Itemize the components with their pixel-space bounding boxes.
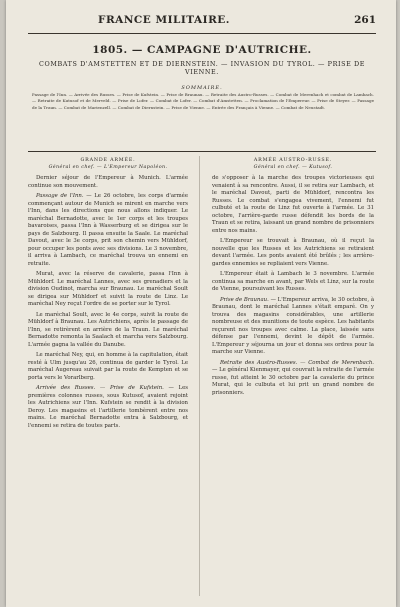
right-paragraph bbox=[212, 238, 374, 268]
left-side-heading: Arrivée des Russes. — Prise de Kufstein. bbox=[36, 385, 164, 391]
left-column-commander: Général en chef. — L'Empereur Napoléon. bbox=[48, 164, 168, 170]
right-paragraph-text: L'Empereur était à Lambach le 3 novembre. L'armée continua sa marche en avant, par Wels et Linz, sur la route de Vienne, poursuivant les Russes. bbox=[212, 271, 374, 292]
left-paragraph bbox=[28, 193, 188, 268]
left-paragraph bbox=[28, 385, 188, 430]
left-paragraph-text: — Le 26 octobre, les corps d'armée commençant autour de Munich se mirent en marche vers l'Inn, dans les directions que nous allons indiquer. Le maréchal Bernadotte, avec le 1er corps et les troupes bavaroises, passa l'Inn à Wasserburg et se dirigea sur le pays de Salzbourg. Il passa ensuite la Saale. Le maréchal Davout, avec le 3e corps, prit son chemin vers Mühldorf, pour occuper les ponts avec ses divisions. Le 3 novembre, il arriva à Lambach, ce maréchal trouva un ennemi en retraite. bbox=[28, 193, 188, 267]
right-paragraph bbox=[212, 360, 374, 398]
left-column-army: GRANDE ARMÉE. bbox=[80, 158, 136, 163]
right-column-header bbox=[212, 158, 374, 171]
running-title: FRANCE MILITAIRE. bbox=[98, 14, 230, 26]
left-paragraph-text: — Les premières colonnes russes, sous Kutusof, avaient rejoint les Autrichiens sur l'Inn. Kufstein se rendit à la division Deroy. Les magasins et l'artillerie tombèrent entre nos mains. Le maréchal Bernadotte entra à Salzbourg, et l'ennemi se retira de toutes parts. bbox=[28, 385, 189, 429]
left-paragraph-text: Le maréchal Soult, avec le 4e corps, suivit la route de Mühldorf à Braunau. Les Autrichiens, après le passage de l'Inn, se retirèrent en arrière de la Traun. Le maréchal Bernadotte remonta la Saalach et marcha vers Salzbourg. L'armée gagna la vallée du Danube. bbox=[28, 311, 188, 348]
left-paragraph bbox=[28, 271, 188, 309]
right-side-heading: Prise de Braunau. bbox=[220, 296, 269, 303]
sommaire-heading: SOMMAIRE. bbox=[181, 85, 223, 91]
left-paragraph-text: Le maréchal Ney, qui, en homme à la capitulation, était resté à Ulm jusqu'au 26, continua de garder le Tyrol. Le maréchal Augereau suivait par la route de Kempten et se porta vers le Vorarlberg. bbox=[28, 352, 188, 381]
right-paragraph-text: L'Empereur se trouvait à Braunau, où il reçut la nouvelle que les Russes et les Autrichiens se retiraient devant l'armée. Les ponts avaient été brûlés ; les arrière-gardes ennemies se repliaient vers Vienne. bbox=[212, 238, 374, 267]
sommaire-rule bbox=[28, 151, 376, 152]
left-side-heading: Passage de l'Inn. bbox=[36, 193, 84, 199]
right-side-heading: Retraite des Austro-Russes. — Combat de Merenbach. bbox=[220, 359, 374, 366]
right-paragraph-text: de s'opposer à la marche des troupes victorieuses qui venaient à sa rencontre. Aussi, il se retira sur Lambach, et le maréchal Davout, parti de Mühldorf, rencontra les Russes. Le combat s'engagea vivement, l'ennemi fut culbuté et la route de Linz fut ouverte à l'armée. Le 31 octobre, l'arrière-garde russe défendit les bords de la Traun et se retira, laissant un grand nombre de prisonniers entre nos mains. bbox=[212, 175, 374, 234]
right-column bbox=[212, 158, 374, 400]
right-column-army: ARMÉE AUSTRO-RUSSE. bbox=[253, 158, 333, 163]
right-paragraph bbox=[212, 175, 374, 235]
document-page bbox=[6, 0, 396, 607]
article-title: 1805. — CAMPAGNE D'AUTRICHE. bbox=[92, 44, 312, 56]
right-paragraph bbox=[212, 297, 374, 357]
right-paragraph-text: — L'Empereur arriva, le 30 octobre, à Braunau, dont le maréchal Lannes s'était emparé. On y trouva des magasins considérables, une artillerie nombreuse et des munitions de toute espèce. Les habitants reçurent nos troupes avec calme. La place, laissée sans défense par l'ennemi, devint le dépôt de l'armée. L'Empereur y séjourna un jour et donna ses ordres pour la marche sur Vienne. bbox=[212, 296, 375, 355]
article-subtitle: COMBATS D'AMSTETTEN ET DE DIERNSTEIN. — INVASION DU TYROL. — PRISE DE VIENNE. bbox=[39, 60, 365, 76]
left-paragraph bbox=[28, 352, 188, 382]
page-number: 261 bbox=[354, 14, 376, 26]
left-paragraph-text: Murat, avec la réserve de cavalerie, passa l'Inn à Mühldorf. Le maréchal Lannes, avec ses grenadiers et la division Oudinot, marcha sur Braunau. Le maréchal Soult se dirigea sur Mühldorf et suivit la route de Linz. Le maréchal Ney reçut l'ordre de se porter sur le Tyrol. bbox=[28, 271, 188, 307]
right-column-commander: Général en chef. — Kutusof. bbox=[253, 164, 333, 170]
header-rule bbox=[28, 33, 376, 34]
column-divider bbox=[199, 156, 200, 596]
right-paragraph bbox=[212, 271, 374, 294]
left-paragraph bbox=[28, 175, 188, 190]
left-paragraph-text: Dernier séjour de l'Empereur à Munich. L'armée continue son mouvement. bbox=[28, 175, 188, 189]
left-column-header bbox=[28, 158, 188, 171]
sommaire-text: Passage de l'Inn. — Arrivée des Russes. — Prise de Kufstein. — Prise de Braunau. — Retraite des Austro-Russes. — Combat de Merenhach et combat de Lambach. — Retraite de Kutusof et de Merveld. — Prise de Lofer. — Combat de Lofer. — Combat d'Amstetten. — Proclamation de l'Empereur. — Prise de Steyer. — Passage de la Traun. — Combat de Marienzell. — Combat de Diernstein. — Prise de Vienne. — Entrée des Français à Vienne. — Combat de Neustadt. bbox=[32, 92, 374, 110]
running-header bbox=[28, 14, 376, 30]
left-column bbox=[28, 158, 188, 433]
right-paragraph-text: — Le général Kienmayer, qui couvrait la retraite de l'armée russe, fut atteint le 30 octobre par la cavalerie du prince Murat, qui le culbuta et lui prit un grand nombre de prisonniers. bbox=[212, 367, 374, 396]
left-paragraph bbox=[28, 312, 188, 350]
